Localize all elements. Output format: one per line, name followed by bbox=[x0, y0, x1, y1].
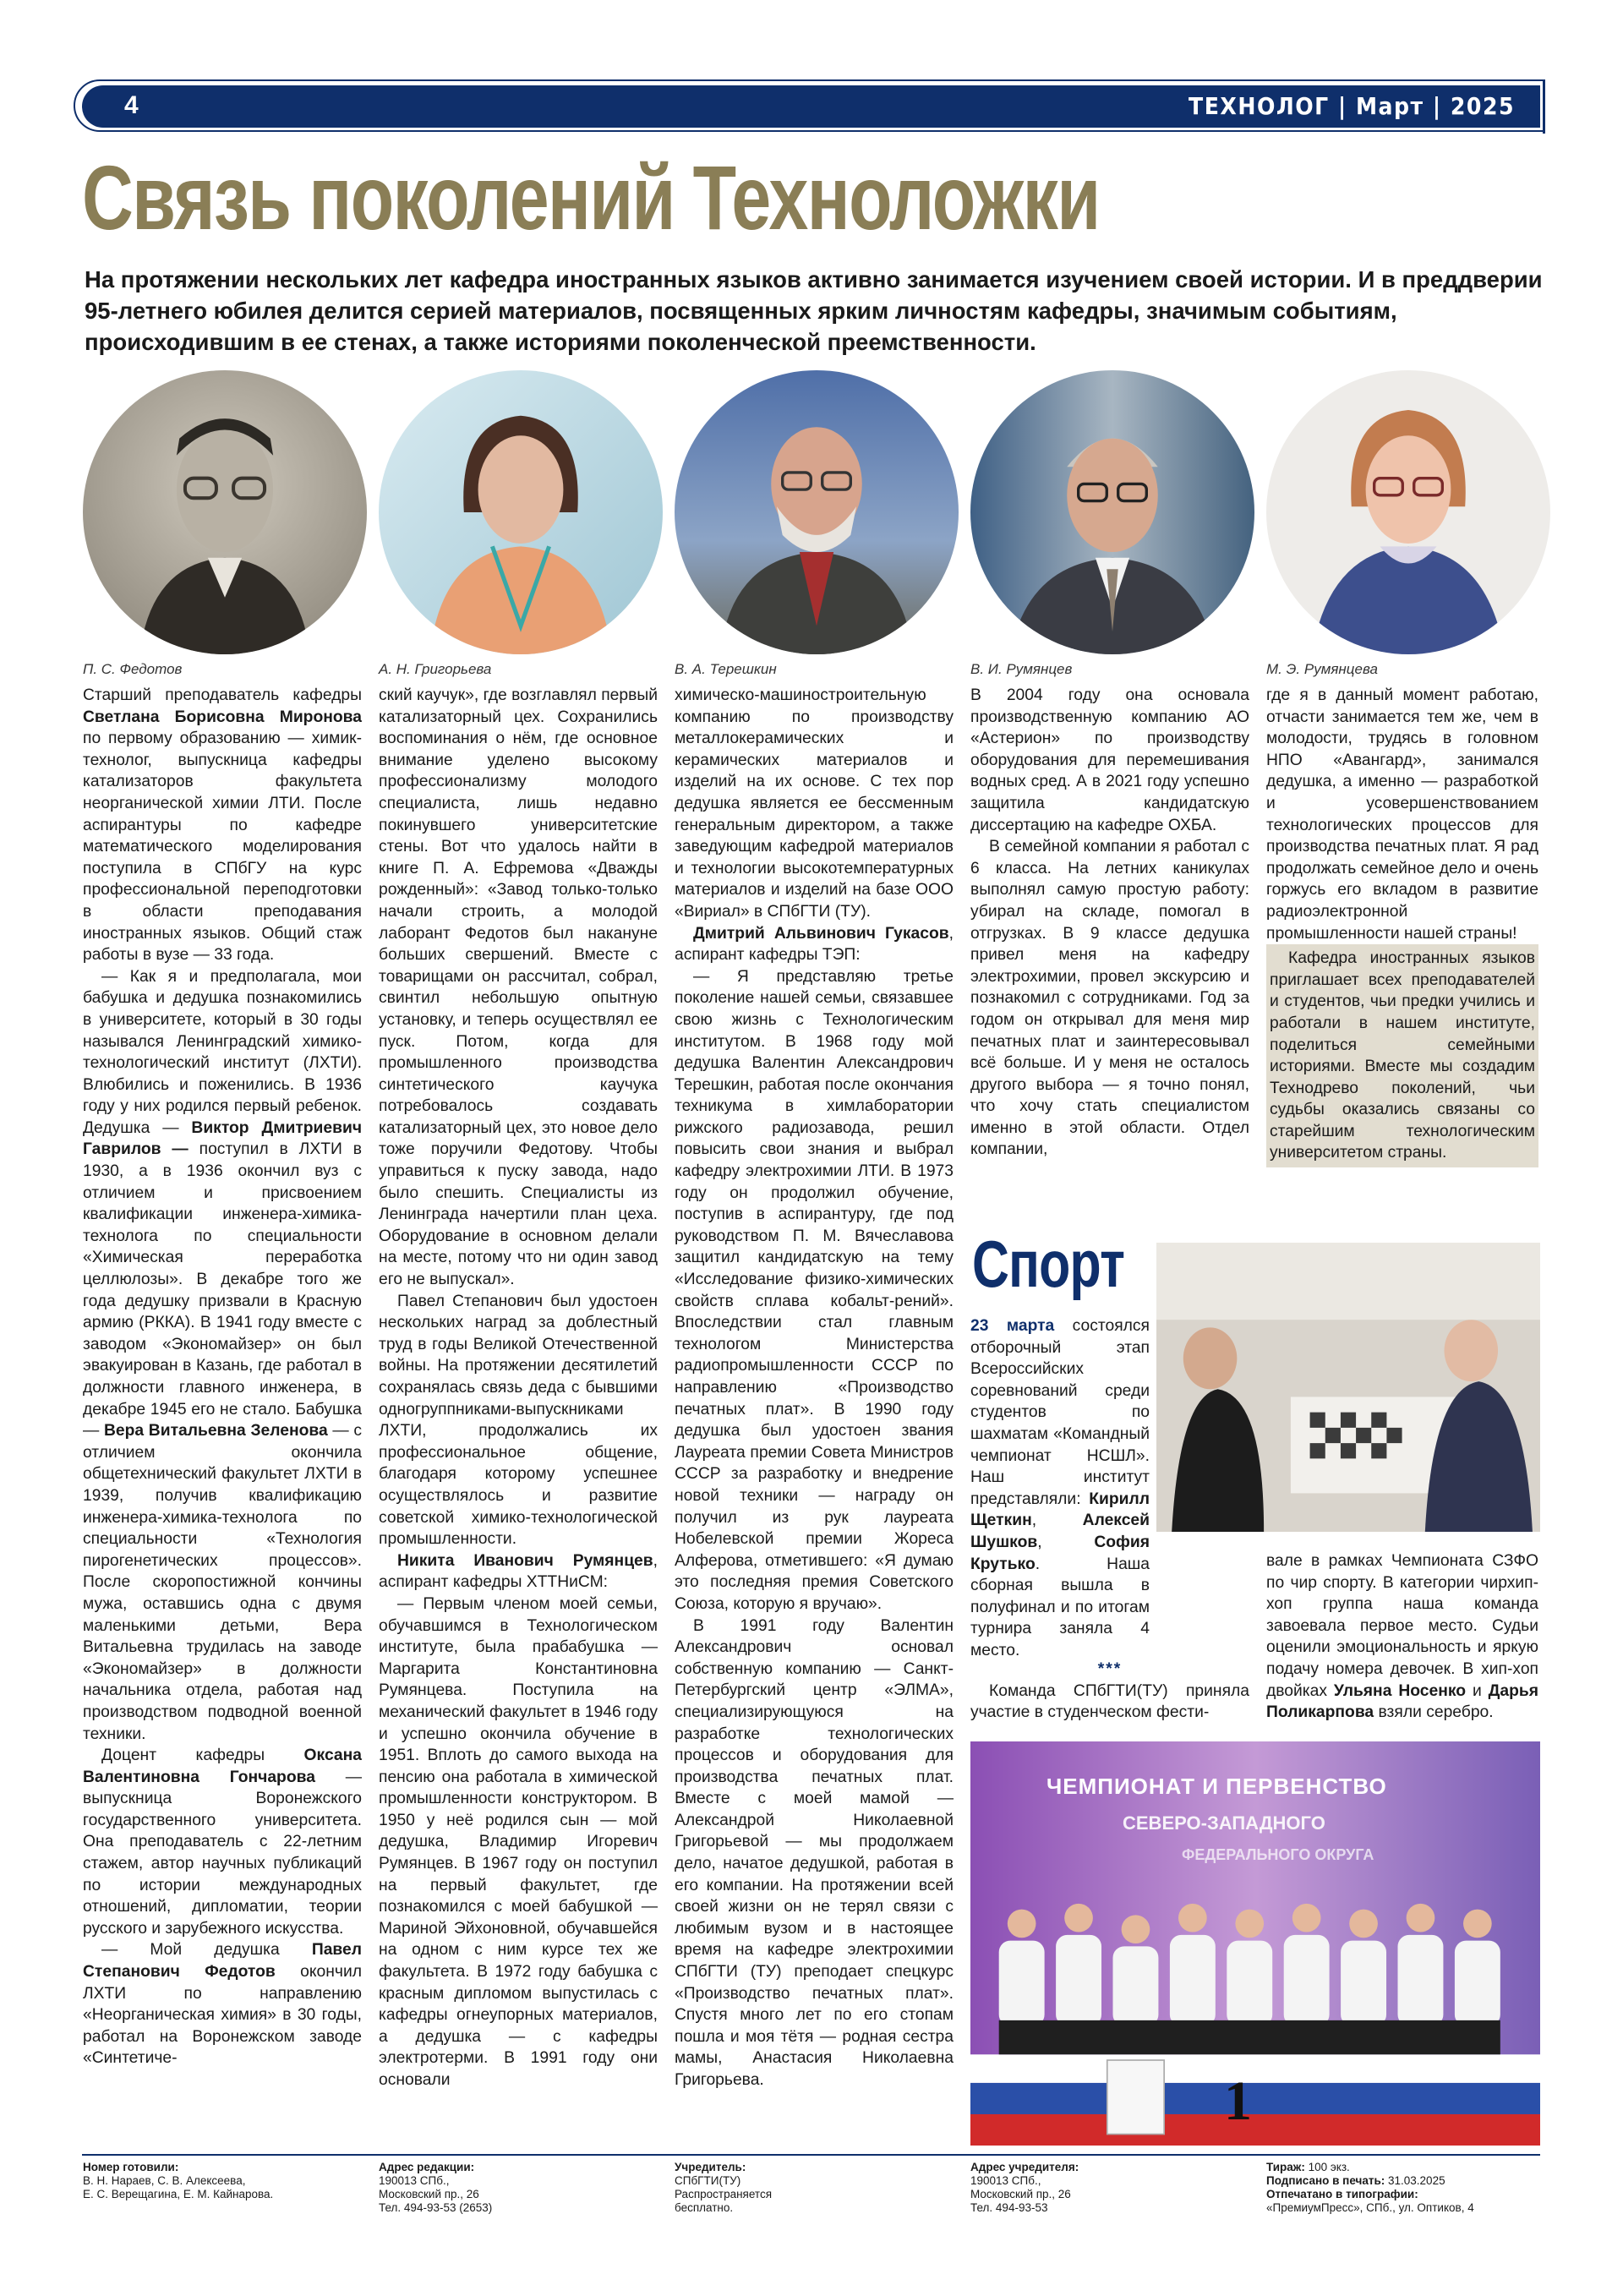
portrait-rumyantseva bbox=[1266, 370, 1550, 654]
article-column-3 bbox=[675, 685, 954, 2091]
paragraph: В семейной компании я работал с 6 класса. На летних каникулах выполнял самую простую работу: убирал на складе, помогал в отгрузках. В 9 классе дедушка привел меня на кафедру электрохимии, провел экскурсию и познакомил с сотрудниками. Год за годом он открывал для меня мир печатных плат и заинтересовывал всё больше. И у меня не осталось другого выбора — я точно понял, что хочу стать специалистом именно в этой области. Отдел компании, bbox=[970, 838, 1249, 1159]
cheer-team-photo bbox=[970, 1741, 1540, 2146]
footer-editors: Номер готовили: В. Н. Нараев, С. В. Алексеева, Е. С. Верещагина, Е. М. Кайнарова. bbox=[83, 2161, 274, 2200]
article-column-5 bbox=[1266, 685, 1538, 1167]
paragraph: В 2004 году она основала производственную компанию АО «Астерион» по производству оборудования для перемешивания водных сред. А в 2021 году успешно защитила кандидатскую диссертацию на кафедре ОХБА. bbox=[970, 686, 1249, 834]
portrait-rumyantsev bbox=[970, 370, 1254, 654]
footer-print-info: Тираж: 100 экз. Подписано в печать: 31.03.2025 Отпечатано в типографии: «ПремиумПресс», СПб., ул. Оптиков, 4 bbox=[1266, 2161, 1474, 2214]
paragraph: В 1991 году Валентин Александрович основал собственную компанию — Санкт-Петербургский центр «ЭЛМА», специализирующуюся на разработке технологических процессов и оборудования для производства печатных плат. Вместе с моей мамой — Александрой Николаевной Григорьевой — мы продолжаем дело, начатое дедушкой, работая в его компании. На протяжении всей своей жизни он не терял связи с любимым вузом и в настоящее время на кафедре электрохимии СПбГТИ (ТУ) преподает спецкурс «Производство печатных плат». Спустя много лет по его стопам пошла и моя тётя — родная сестра мамы, Анастасия Николаевна Григорьева. bbox=[675, 1616, 954, 2089]
sport-chess-text: 23 марта состоялся отборочный этап Всероссийских соревнований среди студентов по шахматам «Командный чемпионат НСШЛ». Наш институт представляли: Кирилл Щеткин, Алексей Шушков, София Крутько. Наша сборная вышла в полуфинал и по итогам турнира заняла 4 место. bbox=[970, 1317, 1150, 1659]
article-column-2 bbox=[379, 685, 658, 2091]
caption-rumyantseva: М. Э. Румянцева bbox=[1266, 661, 1378, 677]
sport-section-title: Спорт bbox=[972, 1227, 1125, 1301]
header-bar bbox=[82, 85, 1540, 128]
caption-grigoryeva: А. Н. Григорьева bbox=[379, 661, 492, 677]
page-number: 4 bbox=[124, 91, 139, 119]
paragraph: — Первым членом моей семьи, обучавшимся в Технологическом институте, была прабабушка — Маргарита Константиновна Румянцева. Поступила на механический факультет в 1946 году и успешно окончила обучение в 1951. Вплоть до самого выхода на пенсию она работала в химической промышленности конструктором. В 1950 у неё родился сын — мой дедушка, Владимир Игоревич Румянцев. В 1967 году он поступил на первый факультет, где познакомился с моей бабушкой — Мариной Эйхоновной, обучавшейся на одном с ним курсе тех же факультета. В 1972 году бабушка с красным дипломом выпустилась с кафедры огнеупорных материалов, а дедушка — с кафедры электротерми. В 1991 году они основали bbox=[379, 1594, 658, 2089]
podium-number: 1 bbox=[1224, 2070, 1252, 2132]
paragraph: — Мой дедушка Павел Степанович Федотов окончил ЛХТИ по направлению «Неорганическая химия» в 30 годы, работал на Воронежском заводе «Синтетиче- bbox=[83, 1941, 362, 2068]
invitation-box: Кафедра иностранных языков приглашает всех преподавателей и студентов, чьи предки учились и работали в нашем институте, поделиться семейными историями. Вместе мы создадим Технодрево поколений, чьи судьбы оказались связаны со старейшим технологическим университетом страны. bbox=[1266, 944, 1538, 1167]
paragraph: где я в данный момент работаю, отчасти занимается тем же, чем в молодости, трудясь в головном НПО «Авангард», занимался дедушка, а именно — разработкой и усовершенствованием технологических процессов для производства печатных плат. Я рад продолжать семейное дело и очень горжусь его вкладом в развитие радиоэлектронной промышленности нашей страны! bbox=[1266, 686, 1538, 943]
caption-tereshkin: В. А. Терешкин bbox=[675, 661, 777, 677]
paragraph: Дмитрий Альвинович Гукасов, аспирант кафедры ТЭП: bbox=[675, 924, 954, 965]
banner-text-2: СЕВЕРО-ЗАПАДНОГО bbox=[1123, 1812, 1325, 1834]
section-divider: *** bbox=[1097, 1660, 1123, 1678]
footer-founder-address: Адрес учредителя: 190013 СПб., Московский пр., 26 Тел. 494-93-53 bbox=[970, 2161, 1079, 2214]
caption-rumyantsev: В. И. Румянцев bbox=[970, 661, 1073, 677]
portrait-grigoryeva bbox=[379, 370, 663, 654]
caption-fedotov: П. С. Федотов bbox=[83, 661, 183, 677]
banner-text-1: ЧЕМПИОНАТ И ПЕРВЕНСТВО bbox=[1046, 1774, 1387, 1799]
paragraph: ский каучук», где возглавлял первый катализаторный цех. Сохранились воспоминания о нём, где основное внимание уделено высокому профессионализму молодого специалиста, лишь недавно покинувшего университетские стены. Вот что удалось найти в книге П. А. Ефремова «Дважды рожденный»: «Завод только-только начали строить, а молодой лаборант Федотов был накануне больших свершений. Вместе с товарищами он рассчитал, собрал, свинтил небольшую опытную установку, и теперь осуществлял ее пуск. Потом, когда для промышленного производства синтетического каучука потребовалось создавать катализаторный цех, это новое дело тоже поручили Федотову. Чтобы управиться к пуску завода, надо было спешить. Специалисты из Ленинграда начертили план цеха. Оборудование в основном делали на месте, потому что ни один завод его не выпускал». bbox=[379, 686, 658, 1289]
article-column-4 bbox=[970, 685, 1249, 1161]
sport-cheer-text-1: *** Команда СПбГТИ(ТУ) приняла участие в студенческом фести- bbox=[970, 1660, 1249, 1722]
paragraph: — Я представляю третье поколение нашей семьи, связавшее свою жизнь с Технологическим институтом. В 1968 году мой дедушка Валентин Александрович Терешкин, работая после окончания техникума в химлаборатории рижского радиозавода, решил повысить свои знания и выбрал кафедру электрохимии ЛТИ. В 1973 году он продолжил обучение, поступив в аспирантуру, где под руководством П. М. Вячеславова защитил кандидатскую на тему «Исследование физико-химических свойств сплава кобальт-рений». Впоследствии стал главным технологом Министерства радиопромышленности СССР по направлению «Производство печатных плат». В 1990 году дедушка был удостоен звания Лауреата премии Совета Министров СССР за разработку и внедрение новой техники — награду он получил из рук лауреата Нобелевской премии Жореса Алферова, отметившего: «Я думаю это последняя премия Советского Союза, которую я вручаю». bbox=[675, 967, 954, 1613]
paragraph: Павел Степанович был удостоен нескольких наград за доблестный труд в годы Великой Отечественной войны. На протяжении десятилетий сохранялась связь деда с бывшими одногруппниками-выпускниками ЛХТИ, продолжались их профессиональное общение, благодаря которому успешнее осуществлялось и развитие советской химико-технологической промышленности. bbox=[379, 1292, 658, 1549]
article-title: Связь поколений Техноложки bbox=[82, 146, 1100, 249]
paragraph: Никита Иванович Румянцев, аспирант кафедры ХТТНиСМ: bbox=[379, 1551, 658, 1592]
chess-photo bbox=[1156, 1243, 1540, 1532]
paragraph: химическо-машиностроительную компанию по производству металлокерамических и керамических материалов и изделий на их основе. С тех пор дедушка является ее бессменным генеральным директором, а также заведующим кафедрой материалов и технологии высокотемпературных материалов и изделий на базе ООО «Вириал» в СПбГТИ (ТУ). bbox=[675, 686, 954, 921]
article-column-1 bbox=[83, 685, 362, 2069]
paragraph: Старший преподаватель кафедры Светлана Борисовна Миронова по первому образованию — химик-технолог, выпускница кафедры катализаторов факультета неорганической химии ЛТИ. После аспирантуры по кафедре математического моделирования поступила в СПбГУ на курс профессиональной переподготовки в области преподавания иностранных языков. Общий стаж работы в вузе — 33 года. bbox=[83, 686, 362, 965]
article-lead: На протяжении нескольких лет кафедра иностранных языков активно занимается изучением своей истории. И в преддверии 95-летнего юбилея делится серией материалов, посвященных ярким личностям кафедры, значимым событиям, происходившим в ее стенах, а также историями поколенческой преемственности. bbox=[85, 266, 1543, 355]
paragraph: — Как я и предполагала, мои бабушка и дедушка познакомились в университете, который в 30 годы назывался Ленинградский химико-технологический институт (ЛХТИ). Влюбились и поженились. В 1936 году у них родился первый ребенок. Дедушка — Виктор Дмитриевич Гаврилов — поступил в ЛХТИ в 1930, а в 1936 окончил вуз с отличием и присвоением квалификации инженера-химика-технолога по специальности «Химическая переработка целлюлозы». В декабре того же года дедушку призвали в Красную армию (РККА). В 1941 году вместе с заводом «Экономайзер» он был эвакуирован в Казань, где работал в должности главного инженера, в декабре 1945 его не стало. Бабушка — Вера Витальевна Зеленова — с отличием окончила общетехнический факультет ЛХТИ в 1939, получив квалификацию инженера-химика-технолога по специальности «Технология пирогенетических процессов». После скоропостижной кончины мужа, оставшись одна с двумя маленькими детьми, Вера Витальевна трудилась на заводе «Экономайзер» в должности начальника отдела, работая над производством подводной военной техники. bbox=[83, 967, 363, 1743]
banner-text-3: ФЕДЕРАЛЬНОГО ОКРУГА bbox=[1182, 1846, 1374, 1863]
portrait-fedotov bbox=[83, 370, 367, 654]
masthead: ТЕХНОЛОГ | Март | 2025 bbox=[1189, 92, 1515, 120]
footer-editorial-address: Адрес редакции: 190013 СПб., Московский пр., 26 Тел. 494-93-53 (2653) bbox=[379, 2161, 493, 2214]
portrait-tereshkin bbox=[675, 370, 959, 654]
footer-rule bbox=[82, 2154, 1540, 2156]
sport-cheer-text-2: вале в рамках Чемпионата СЗФО по чир спорту. В категории чирхип-хоп группа наша команда завоевала первое место. Судьи оценили эмоциональность и яркую подачу номера девочек. В хип-хоп двойках Ульяна Носенко и Дарья Поликарпова взяли серебро. bbox=[1266, 1552, 1539, 1722]
footer-founder: Учредитель: СПбГТИ(ТУ) Распространяется бесплатно. bbox=[675, 2161, 773, 2214]
paragraph: Доцент кафедры Оксана Валентиновна Гончарова — выпускница Воронежского государственного университета. Она преподаватель с 22-летним стажем, автор научных публикаций по истории международных отношений, дипломатии, теории русского и зарубежного искусства. bbox=[83, 1747, 363, 1938]
